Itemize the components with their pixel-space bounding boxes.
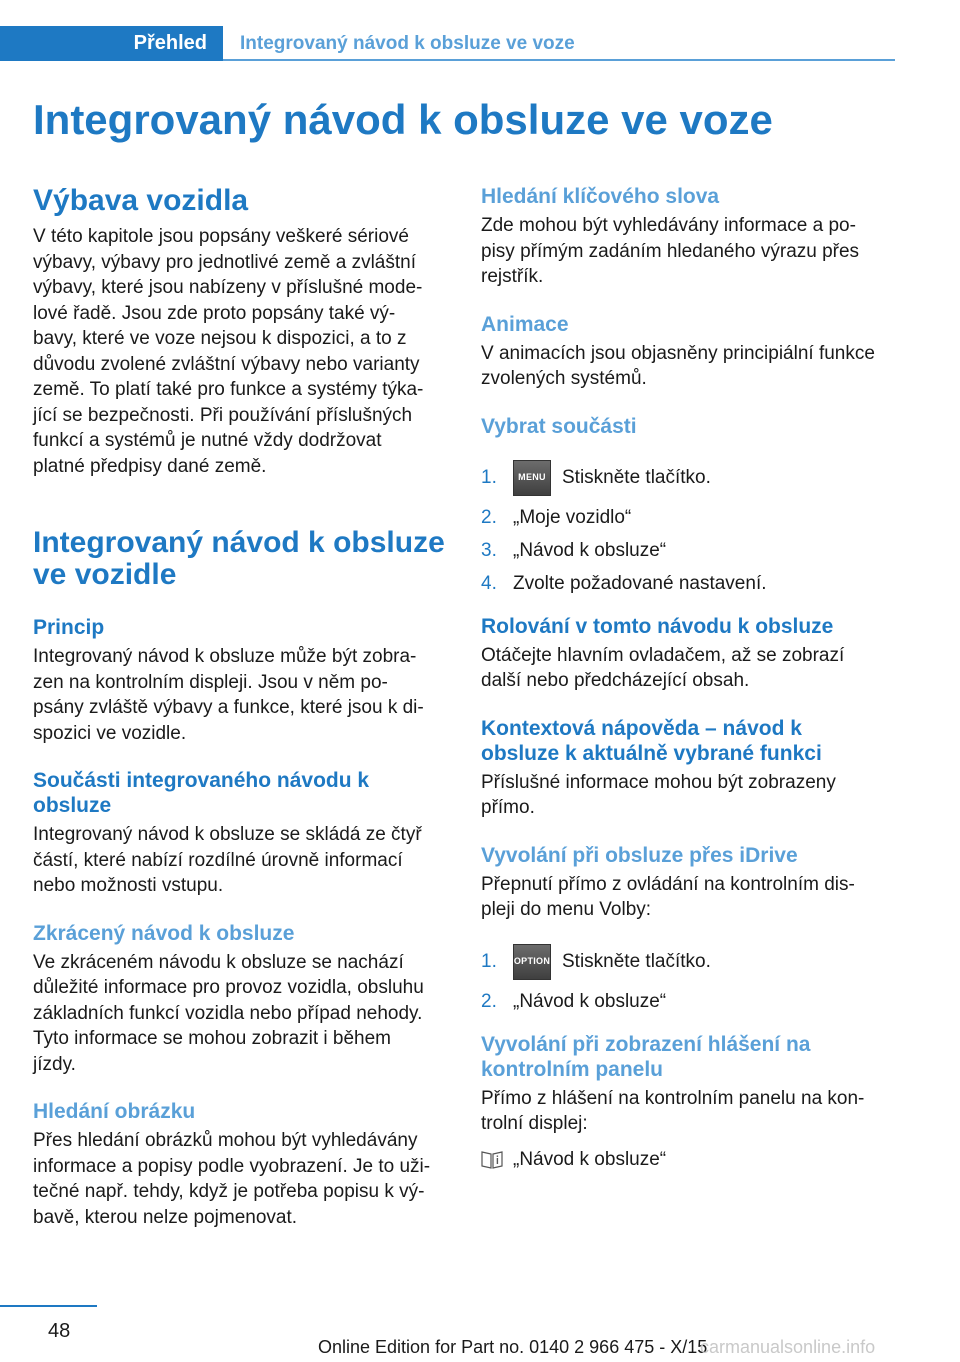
heading-princip: Princip [33, 616, 105, 639]
heading-vybrat-soucasti: Vybrat součásti [481, 414, 637, 438]
watermark: carmanualsonline.info [700, 1337, 876, 1357]
list-item: 3. „Návod k obsluze“ [481, 539, 667, 561]
heading-rolovani: Rolování v tomto návodu k obsluze [481, 614, 834, 638]
paragraph-vybava: V této kapitole jsou popsány veškeré sériové výbavy, výbavy pro jednotlivé země a zvláštní výbavy, které jsou nabízeny v příslušné mode‐ lové řadě. Jsou zde proto popsány také vý‐ bavy, které ve voze nejsou k dispozici, a to z důvodu zvolené zvláštní výbavy nebo varianty země. To platí také pro funkce a systémy týka‐ jící se bezpečnosti. Při používání příslušných funkcí a systémů je nutné vždy dodržovat platné předpisy dané země. [33, 226, 424, 477]
heading-soucasti: Součásti integrovaného návodu k obsluze [33, 769, 370, 817]
heading-hlaseni: Vyvolání při zobrazení hlášení na kontrolním panelu [481, 1032, 811, 1081]
footer-rule [0, 1305, 97, 1307]
list-item: „Návod k obsluze“ [481, 1145, 896, 1175]
edition-text: Online Edition for Part no. 0140 2 966 475 - X/15 [318, 1337, 708, 1357]
paragraph-hlaseni: Přímo z hlášení na kontrolním panelu na kon‐ trolní displej: [481, 1087, 865, 1134]
paragraph-obrazky: Přes hledání obrázků mohou být vyhledávány informace a popisy podle vyobrazení. Je to uži‐ tečné např. tehdy, když je potřeba popisu k vý‐ bavě, kterou nelze pojmenovat. [33, 1130, 431, 1228]
steps-vybrat [481, 455, 896, 600]
menu-button-icon: MENU [513, 460, 551, 496]
running-header [0, 26, 895, 62]
paragraph-animace: V animacích jsou objasněny principiální funkce zvolených systémů. [481, 342, 875, 389]
paragraph-princip: Integrovaný návod k obsluze může být zobra‐ zen na kontrolním displeji. Jsou v něm po‐ psány zvláště výbavy a funkce, které jsou k di‐ spozici ve vozidle. [33, 646, 424, 744]
heading-klicove-slovo: Hledání klíčového slova [481, 185, 720, 208]
paragraph-idrive: Přepnutí přímo z ovládání na kontrolním dis‐ pleji do menu Volby: [481, 873, 855, 920]
list-item: 2. „Moje vozidlo“ [481, 506, 632, 528]
list-item: 1. MENU Stiskněte tlačítko. [481, 455, 896, 501]
heading-idrive: Vyvolání při obsluze přes iDrive [481, 843, 798, 867]
option-button-icon: OPTION [513, 944, 551, 980]
heading-zkraceny: Zkrácený návod k obsluze [33, 921, 295, 945]
steps-hlaseni [481, 1145, 896, 1175]
paragraph-klicove-slovo: Zde mohou být vyhledávány informace a po‐ pisy přímým zadáním hledaného výrazu přes rejstřík. [481, 215, 860, 287]
header-rule [223, 59, 895, 61]
list-item: 2. „Návod k obsluze“ [481, 990, 667, 1012]
heading-vybava: Výbava vozidla [33, 184, 249, 217]
section-tab[interactable]: Přehled [0, 26, 223, 61]
heading-animace: Animace [481, 312, 569, 336]
heading-kontextova-napoveda: Kontextová nápověda – návod k obsluze k aktuálně vybrané funkci [481, 716, 822, 765]
paragraph-kontextova-napoveda: Příslušné informace mohou být zobrazeny přímo. [481, 771, 836, 818]
list-item: 4. Zvolte požadované nastavení. [481, 572, 767, 594]
heading-integrovany: Integrovaný návod k obsluze ve vozidle [33, 526, 445, 591]
page-title: Integrovaný návod k obsluze ve voze [33, 96, 773, 143]
paragraph-zkraceny: Ve zkráceném návodu k obsluze se nachází důležité informace pro provoz vozidla, obsluhu základních funkcí vozidla nebo případ nehody. Tyto informace se mohou zobrazit i během jízdy. [33, 951, 424, 1075]
right-column [481, 184, 896, 1175]
heading-obrazky: Hledání obrázku [33, 1100, 196, 1123]
page-number: 48 [48, 1320, 71, 1342]
list-item: 1. OPTION Stiskněte tlačítko. [481, 939, 896, 985]
paragraph-soucasti: Integrovaný návod k obsluze se skládá ze čtyř částí, které nabízí rozdílné úrovně informací nebo možnosti vstupu. [33, 824, 422, 896]
paragraph-rolovani: Otáčejte hlavním ovladačem, až se zobrazí další nebo předcházející obsah. [481, 644, 845, 691]
left-column [33, 184, 448, 1230]
book-info-icon [481, 1150, 513, 1170]
breadcrumb[interactable]: Integrovaný návod k obsluze ve voze [240, 32, 575, 54]
steps-idrive [481, 939, 896, 1018]
